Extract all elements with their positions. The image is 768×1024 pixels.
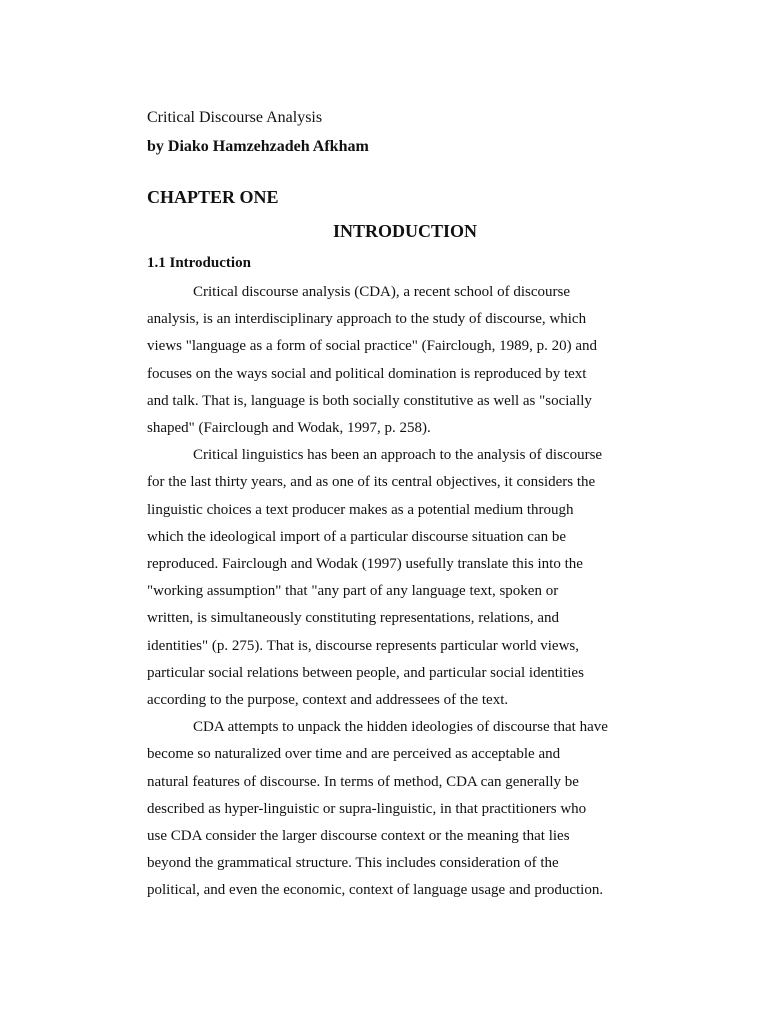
paragraph-line: which the ideological import of a particular discourse situation can be <box>147 528 567 545</box>
paragraph-line: linguistic choices a text producer makes as a potential medium through <box>147 501 574 518</box>
paragraph-line: shaped" (Fairclough and Wodak, 1997, p. 258). <box>147 420 431 437</box>
paragraph-1 <box>147 279 657 442</box>
paragraph-line: "working assumption" that "any part of any language text, spoken or <box>147 583 559 600</box>
paragraph-line: for the last thirty years, and as one of its central objectives, it considers the <box>147 474 596 491</box>
paragraph-3 <box>147 714 657 904</box>
paragraph-line: Critical discourse analysis (CDA), a recent school of discourse <box>193 284 570 300</box>
paragraph-line: use CDA consider the larger discourse context or the meaning that lies <box>147 828 570 845</box>
paragraph-line: CDA attempts to unpack the hidden ideologies of discourse that have <box>193 719 608 736</box>
paragraph-line: focuses on the ways social and political domination is reproduced by text <box>147 365 587 382</box>
paragraph-line: identities" (p. 275). That is, discourse represents particular world views, <box>147 637 579 654</box>
document-title: Critical Discourse Analysis <box>147 109 323 126</box>
paragraph-line: described as hyper-linguistic or supra-linguistic, in that practitioners who <box>147 800 587 817</box>
document-page <box>147 103 657 905</box>
chapter-title: INTRODUCTION <box>332 221 478 241</box>
paragraph-line: political, and even the economic, context of language usage and production. <box>147 882 604 899</box>
document-author: by Diako Hamzehzadeh Afkham <box>147 138 369 155</box>
paragraph-line: reproduced. Fairclough and Wodak (1997) usefully translate this into the <box>147 556 583 573</box>
paragraph-line: Critical linguistics has been an approach to the analysis of discourse <box>193 447 603 464</box>
paragraph-line: according to the purpose, context and addressees of the text. <box>147 692 509 709</box>
section-heading: 1.1 Introduction <box>147 255 251 271</box>
paragraph-line: views "language as a form of social practice" (Fairclough, 1989, p. 20) and <box>147 338 598 355</box>
paragraph-line: natural features of discourse. In terms of method, CDA can generally be <box>147 773 579 790</box>
paragraph-line: analysis, is an interdisciplinary approach to the study of discourse, which <box>147 311 587 328</box>
paragraph-line: and talk. That is, language is both socially constitutive as well as "socially <box>147 392 592 409</box>
chapter-heading: CHAPTER ONE <box>147 187 279 207</box>
paragraph-line: become so naturalized over time and are perceived as acceptable and <box>147 746 561 763</box>
paragraph-line: beyond the grammatical structure. This includes consideration of the <box>147 855 559 872</box>
paragraph-2 <box>147 442 657 714</box>
paragraph-line: written, is simultaneously constituting representations, relations, and <box>147 610 560 627</box>
paragraph-line: particular social relations between people, and particular social identities <box>147 664 584 681</box>
